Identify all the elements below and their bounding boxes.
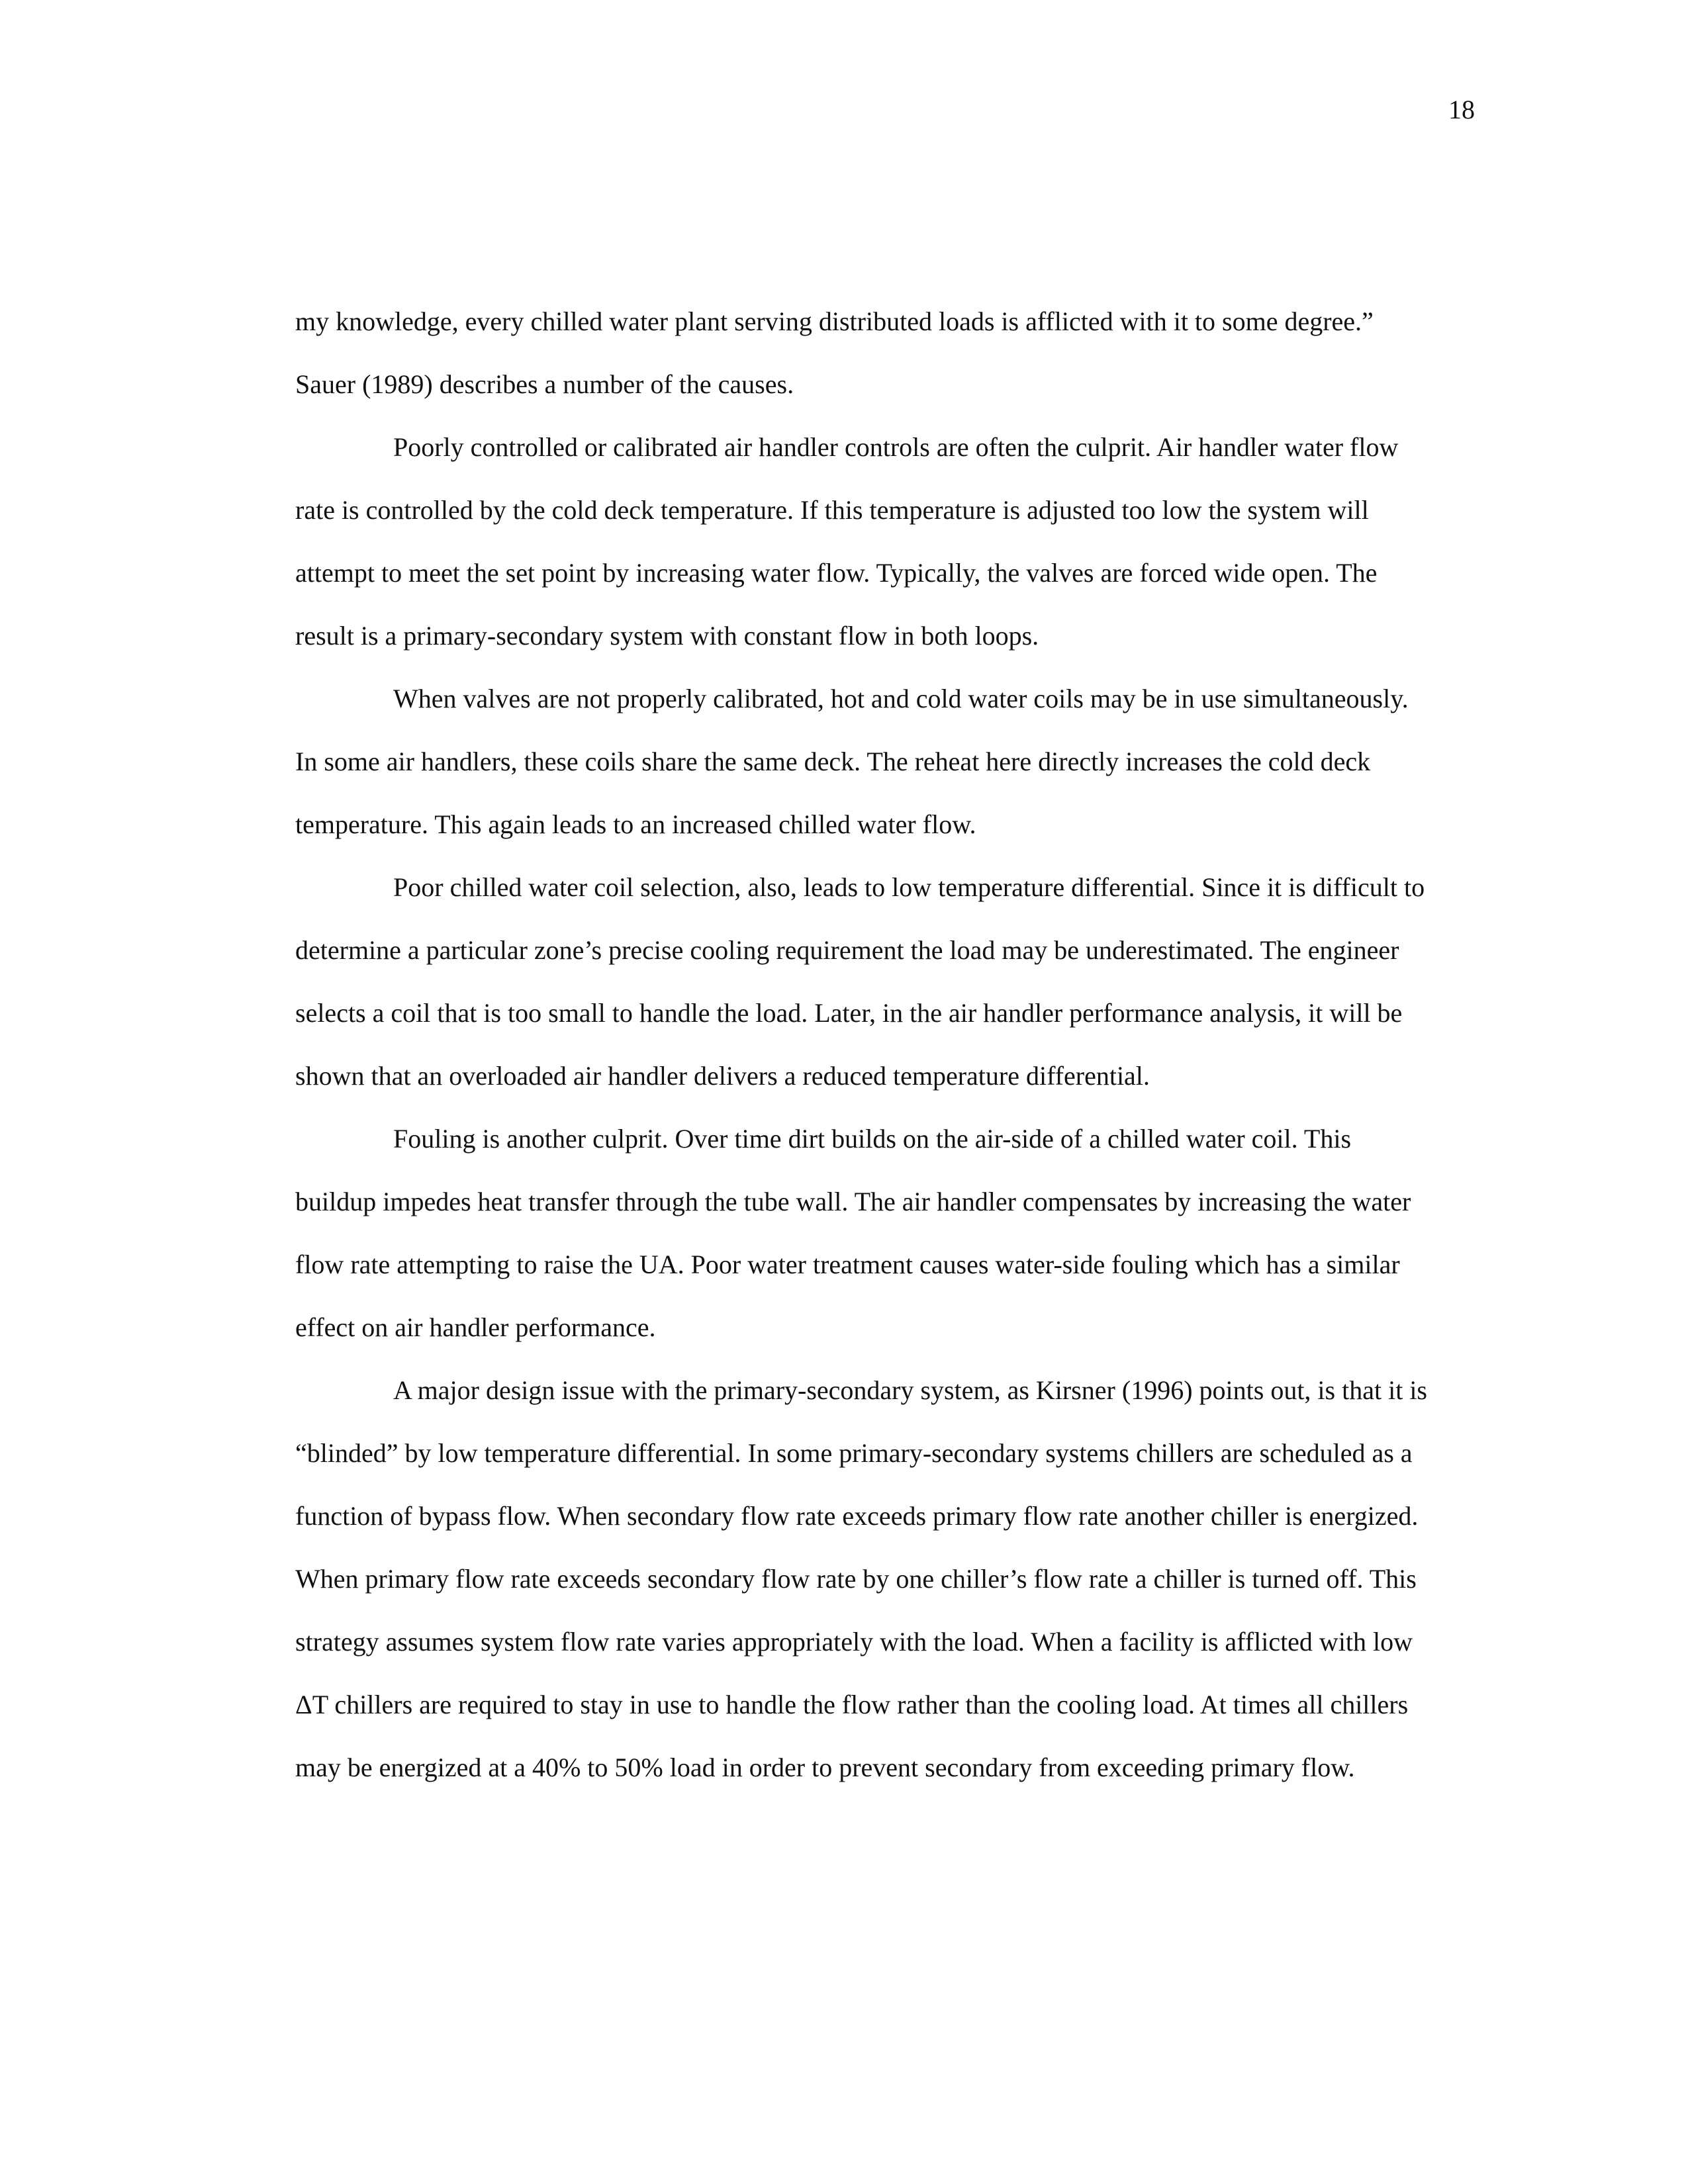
page-number: 18 <box>1448 95 1475 124</box>
paragraph-coil-selection: Poor chilled water coil selection, also, leads to low temperature differential. Since it is difficult to determine a particular zone’s precise cooling requirement the load may be underestimated. The engineer selects a coil that is too small to handle the load. Later, in the air handler performance analysis, it will be shown that an overloaded air handler delivers a reduced temperature differential. <box>295 872 1425 1091</box>
paragraph-air-handler-controls: Poorly controlled or calibrated air handler controls are often the culprit. Air handler water flow rate is controlled by the cold deck temperature. If this temperature is adjusted too low the system will attempt to meet the set point by increasing water flow. Typically, the valves are forced wide open. The result is a primary-secondary system with constant flow in both loops. <box>295 432 1399 651</box>
paragraph-continuation: my knowledge, every chilled water plant serving distributed loads is afflicted with it to some degree.” Sauer (1989) describes a number of the causes. <box>295 306 1374 399</box>
body-text <box>295 290 1474 1799</box>
paragraph-fouling: Fouling is another culprit. Over time dirt builds on the air-side of a chilled water coil. This buildup impedes heat transfer through the tube wall. The air handler compensates by increasing the water flow rate attempting to raise the UA. Poor water treatment causes water-side fouling which has a similar effect on air handler performance. <box>295 1124 1411 1342</box>
paragraph-valve-calibration: When valves are not properly calibrated, hot and cold water coils may be in use simultaneously. In some air handlers, these coils share the same deck. The reheat here directly increases the cold deck temperature. This again leads to an increased chilled water flow. <box>295 684 1409 839</box>
paragraph-primary-secondary-design: A major design issue with the primary-secondary system, as Kirsner (1996) points out, is that it is “blinded” by low temperature differential. In some primary-secondary systems chillers are scheduled as a function of bypass flow. When secondary flow rate exceeds primary flow rate another chiller is energized. When primary flow rate exceeds secondary flow rate by one chiller’s flow rate a chiller is turned off. This strategy assumes system flow rate varies appropriately with the load. When a facility is afflicted with low ΔT chillers are required to stay in use to handle the flow rather than the cooling load. At times all chillers may be energized at a 40% to 50% load in order to prevent secondary from exceeding primary flow. <box>295 1375 1427 1782</box>
